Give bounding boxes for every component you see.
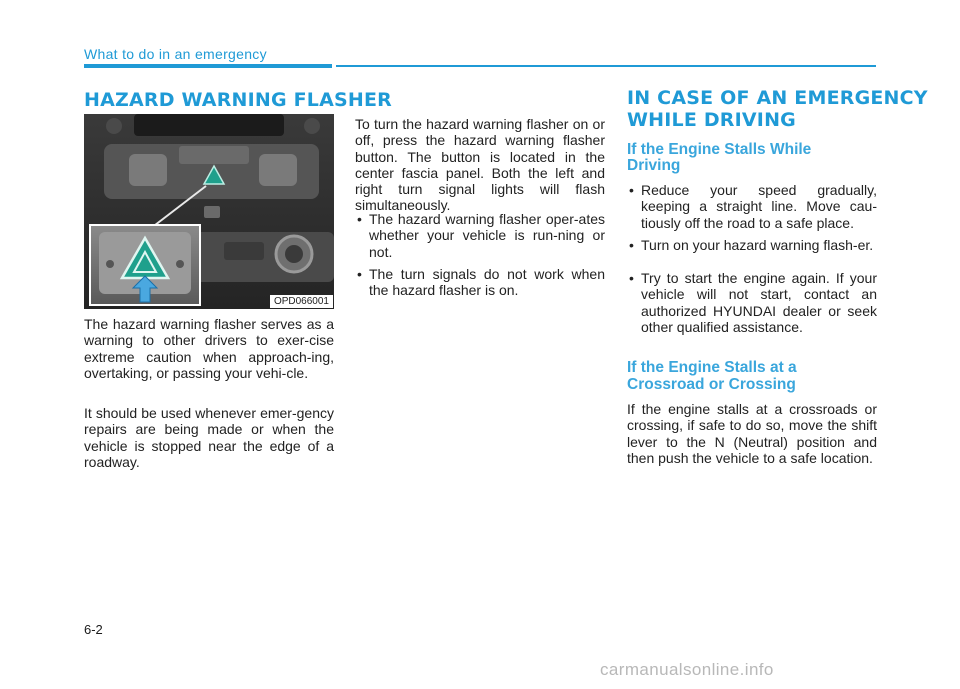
stall-crossroad-subtitle-line2: Crossroad or Crossing xyxy=(627,376,796,393)
hazard-operation-paragraph: To turn the hazard warning flasher on or off, press the hazard warning flasher button. The button is located in the center fascia panel. Both the left and right turn signal lights will flash simultaneously. xyxy=(355,116,605,214)
dashboard-illustration xyxy=(84,114,334,309)
hazard-section-title: HAZARD WARNING FLASHER xyxy=(84,89,393,111)
hazard-bullet-item: • The hazard warning flasher oper-ates whether your vehicle is run-ning or not. xyxy=(355,211,605,260)
stall-driving-bullet: • Try to start the engine again. If your vehicle will not start, contact an authorized HYUNDAI dealer or seek other qualified assistance. xyxy=(627,270,877,335)
hazard-bullet-item: • The turn signals do not work when the hazard flasher is on. xyxy=(355,266,605,299)
stall-crossroad-subtitle-line1: If the Engine Stalls at a xyxy=(627,359,797,376)
stall-driving-subtitle-line1: If the Engine Stalls While xyxy=(627,141,812,158)
section-header: What to do in an emergency xyxy=(84,46,267,62)
header-rule-thick xyxy=(84,64,332,68)
hazard-description-paragraph: The hazard warning flasher serves as a warning to other drivers to exer-cise extreme caution when approach-ing, overtaking, or passing your vehi-cle. xyxy=(84,316,334,381)
emergency-section-title-line1: IN CASE OF AN EMERGENCY xyxy=(627,87,928,109)
stall-driving-subtitle-line2: Driving xyxy=(627,157,681,174)
stall-driving-bullet: • Turn on your hazard warning flash-er. xyxy=(627,237,877,253)
image-code-label: OPD066001 xyxy=(270,295,333,308)
stall-crossroad-paragraph: If the engine stalls at a crossroads or crossing, if safe to do so, move the shift lever to the N (Neutral) position and then push the vehicle to a safe location. xyxy=(627,401,877,466)
stall-driving-bullet: • Reduce your speed gradually, keeping a straight line. Move cau-tiously off the road to a safe place. xyxy=(627,182,877,231)
watermark: carmanualsonline.info xyxy=(600,660,774,679)
page-number: 6-2 xyxy=(84,622,103,637)
emergency-section-title-line2: WHILE DRIVING xyxy=(627,109,796,131)
hazard-usage-paragraph: It should be used whenever emer-gency repairs are being made or when the vehicle is stopped near the edge of a roadway. xyxy=(84,405,334,470)
header-rule-thin xyxy=(336,65,876,67)
hazard-button-photo xyxy=(84,114,334,309)
